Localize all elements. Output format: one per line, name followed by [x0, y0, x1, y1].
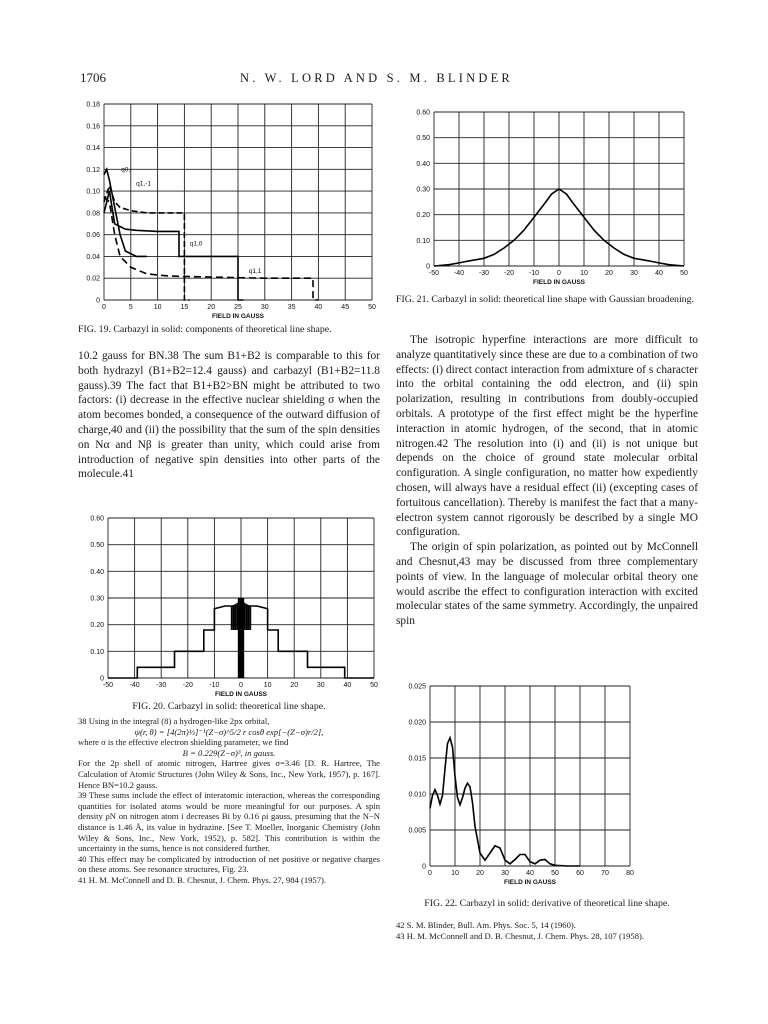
x-tick-label: -20 [182, 682, 193, 689]
y-tick-label: 0.10 [90, 648, 104, 656]
x-axis-label: FIELD IN GAUSS [503, 879, 557, 886]
y-tick-label: 0 [96, 297, 100, 305]
x-tick-label: 20 [476, 870, 484, 877]
y-tick-label: 0.18 [86, 101, 100, 109]
footnote-38-equation-1: ψ(r, θ) = [4(2π)½]⁻¹(Z−σ)^5/2 r cosθ exp[−(Z−σ)r/2], [134, 726, 324, 737]
figure-19-chart [70, 96, 380, 324]
x-tick-label: 20 [605, 270, 613, 277]
curve-label: q0,i [121, 166, 132, 174]
x-tick-label: 10 [263, 682, 272, 689]
x-tick-label: 50 [551, 870, 559, 877]
x-tick-label: 80 [626, 870, 634, 877]
x-tick-label: 60 [576, 870, 584, 877]
x-tick-label: 15 [180, 304, 189, 311]
x-tick-label: 30 [260, 304, 269, 311]
y-tick-label: 0.30 [416, 186, 430, 194]
x-axis-label: FIELD IN GAUSS [211, 313, 265, 320]
left-column-text [78, 349, 380, 482]
x-tick-label: -10 [528, 270, 540, 277]
series-line [104, 191, 243, 300]
x-tick-label: -50 [428, 270, 440, 277]
x-tick-label: -50 [102, 682, 114, 689]
x-tick-label: 40 [314, 304, 323, 311]
y-tick-label: 0.60 [90, 515, 104, 523]
x-tick-label: -10 [209, 682, 220, 689]
x-tick-label: 10 [451, 870, 459, 877]
x-tick-label: -40 [453, 270, 465, 277]
y-tick-label: 0.015 [408, 755, 426, 763]
y-tick-label: 0.30 [90, 595, 104, 603]
y-tick-label: 0.02 [86, 275, 100, 283]
footnote-41: 41 H. M. McConnell and D. B. Chesnut, J. Chem. Phys. 27, 984 (1957). [78, 874, 327, 885]
left-footnotes [78, 716, 380, 886]
y-tick-label: 0.020 [408, 719, 426, 727]
running-head-authors: N. W. LORD AND S. M. BLINDER [240, 71, 513, 85]
x-tick-label: 40 [343, 682, 352, 689]
footnote-38-text: where σ is the effective electron shielding parameter, we find [78, 737, 289, 748]
x-tick-label: 10 [153, 304, 162, 311]
x-tick-label: 25 [234, 304, 242, 311]
figure-20-chart [70, 508, 380, 698]
x-tick-label: 0 [239, 682, 243, 689]
x-tick-label: 10 [580, 270, 588, 277]
y-tick-label: 0.12 [86, 166, 100, 174]
figure-22-chart [390, 676, 700, 894]
footnote-40: 40 This effect may be complicated by introduction of net positive or negative charges on these atoms. See resonance structures, Fig. 23. [78, 853, 380, 875]
y-tick-label: 0.50 [416, 135, 430, 143]
x-tick-label: -20 [503, 270, 515, 277]
figure-21-caption: FIG. 21. Carbazyl in solid: theoretical line shape with Gaussian broadening. [396, 294, 694, 305]
page-number: 1706 [80, 70, 106, 85]
footnote-43: 43 H. M. McConnell and D. B. Chesnut, J. Chem. Phys. 28, 107 (1958). [396, 930, 645, 941]
y-tick-label: 0.08 [86, 210, 100, 218]
footnote-38-continued: For the 2p shell of atomic nitrogen, Hartree gives σ=3.46 [D. R. Hartree, The Calculation of Atomic Structures (John Wiley & Sons, Inc., New York, 1957), p. 167]. Hence BN=10.2 gauss. [78, 758, 380, 790]
x-tick-label: 50 [370, 682, 378, 689]
x-tick-label: 35 [287, 304, 296, 311]
x-axis-label: FIELD IN GAUSS [214, 691, 268, 698]
figure-19-caption: FIG. 19. Carbazyl in solid: components of theoretical line shape. [78, 324, 332, 335]
y-tick-label: 0.14 [86, 145, 100, 153]
footnote-38-equation-2: B = 0.229(Z−σ)³, in gauss. [182, 747, 276, 758]
x-tick-label: 30 [630, 270, 638, 277]
y-tick-label: 0.60 [416, 109, 430, 117]
figure-20-caption: FIG. 20. Carbazyl in solid: theoretical line shape. [132, 701, 326, 712]
x-tick-label: -30 [478, 270, 490, 277]
x-tick-label: 20 [207, 304, 216, 311]
x-tick-label: 45 [341, 304, 350, 311]
x-tick-label: 50 [368, 304, 376, 311]
footnote-39: 39 These sums include the effect of interatomic interaction, whereas the corresponding quantities for isolated atoms would be more meaningful for our purposes. A spin density ρN on nitrogen atom i decreases Bi by 0.16 ρi gauss, presuming that the N−N distance is 1.46 Å, its value in hydrazine. [See T. Moeller, Inorganic Chemistry (John Wiley & Sons, Inc., New York, 1952), p. 582]. This contribution is within the uncertainty in the sums, hence is not considered further. [78, 790, 380, 854]
y-tick-label: 0.025 [408, 683, 426, 691]
y-tick-label: 0.04 [86, 253, 100, 261]
paragraph: 10.2 gauss for BN.38 The sum B1+B2 is comparable to this for both hydrazyl (B1+B2=12.4 gauss) and carbazyl (B1+B2=11.8 gauss).39 The fact that B1+B2>BN might be attributed to two factors: (i) decrease in the effective nuclear shielding σ when the atom becomes bonded, a consequence of the outward diffusion of charge,40 and (ii) the possibility that the sum of the spin densities on Nα and Nβ is greater than unity, which could arise from introduction of negative spin densities into other parts of the molecule.41 [78, 350, 380, 481]
x-tick-label: -30 [156, 682, 167, 689]
y-tick-label: 0.16 [86, 123, 100, 131]
x-tick-label: 30 [501, 870, 509, 877]
x-tick-label: 0 [102, 304, 106, 311]
y-tick-label: 0.20 [90, 622, 104, 630]
curve-label: q1,-1 [136, 180, 151, 188]
y-tick-label: 0.10 [86, 188, 100, 196]
figure-21-chart [390, 100, 700, 290]
y-tick-label: 0 [422, 863, 426, 871]
y-tick-label: 0 [426, 263, 430, 271]
footnote-42: 42 S. M. Blinder, Bull. Am. Phys. Soc. 5, 14 (1960). [396, 920, 576, 930]
curve-label: q1,1 [248, 267, 262, 275]
y-tick-label: 0.50 [90, 542, 104, 550]
x-tick-label: 0 [428, 870, 432, 877]
x-axis-label: FIELD IN GAUSS [532, 279, 586, 286]
x-tick-label: 40 [655, 270, 663, 277]
y-tick-label: 0.10 [416, 237, 430, 245]
central-peak [238, 598, 244, 678]
y-tick-label: 0.20 [416, 212, 430, 220]
page-header [0, 70, 768, 90]
footnote-38: 38 Using in the integral (8) a hydrogen-like 2px orbital, [78, 716, 270, 726]
right-column-text [396, 333, 698, 629]
paragraph: The origin of spin polarization, as pointed out by McConnell and Chesnut,43 may be discussed from three complementary points of view. In the language of molecular orbital theory one would ascribe the effect to configuration interaction with excited molecular states of the same symmetry. Accordingly, the unpaired spin [396, 541, 698, 628]
curve-label: q1,0 [189, 240, 203, 248]
y-tick-label: 0.06 [86, 232, 100, 240]
y-tick-label: 0 [100, 675, 104, 683]
figure-22-caption: FIG. 22. Carbazyl in solid: derivative of theoretical line shape. [424, 898, 670, 909]
y-tick-label: 0.40 [416, 160, 430, 168]
y-tick-label: 0.005 [408, 827, 426, 835]
y-tick-label: 0.40 [90, 568, 104, 576]
x-tick-label: 20 [290, 682, 299, 689]
x-tick-label: 40 [526, 870, 534, 877]
x-tick-label: 30 [316, 682, 325, 689]
x-tick-label: 50 [680, 270, 688, 277]
y-tick-label: 0.010 [408, 791, 426, 799]
paragraph: The isotropic hyperfine interactions are more difficult to analyze quantitatively since these are due to a combination of two effects: (i) direct contact interaction from admixture of s character into the orbital containing the odd electron, and (ii) spin polarization, resulting in contributions from doubly-occupied orbitals. A prototype of the first effect might be the hyperfine interaction in atomic hydrogen, of the second, that in atomic nitrogen.42 The resolution into (i) and (ii) is not unique but depends on the choice of ground state molecular orbital configuration. A single configuration, no matter how expediently chosen, will always have a residual effect (ii) (excepting cases of fortuitous cancellation). Thereby is manifest the fact that a many-electron system cannot rigorously be described by a single MO configuration. [396, 334, 698, 539]
x-tick-label: -40 [129, 682, 140, 689]
right-footnotes [396, 920, 698, 941]
x-tick-label: 70 [601, 870, 609, 877]
x-tick-label: 0 [557, 270, 561, 277]
x-tick-label: 5 [128, 304, 133, 311]
